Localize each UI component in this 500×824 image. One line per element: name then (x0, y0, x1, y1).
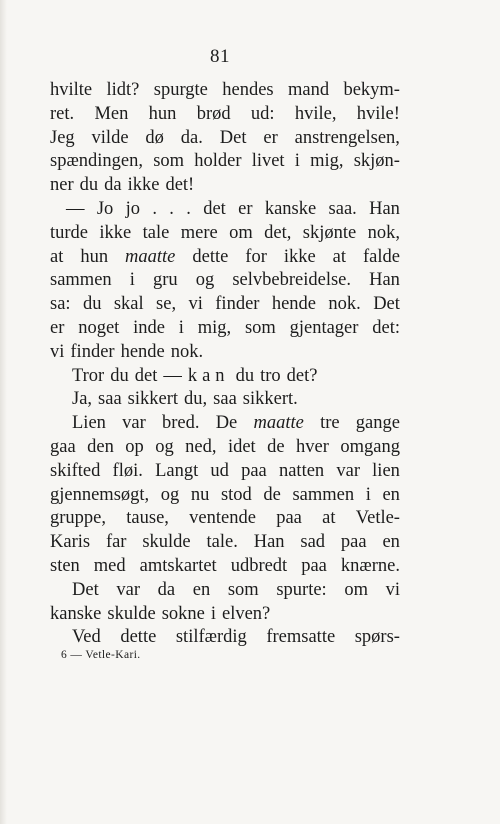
word: det: (372, 317, 400, 338)
word: turde (50, 222, 89, 243)
word: bred. (161, 413, 200, 434)
word: maatte (253, 413, 304, 434)
word: Det (219, 127, 247, 148)
word: finder (70, 341, 115, 362)
word: saa (98, 389, 122, 410)
word: paa (276, 508, 302, 529)
word: stod (220, 484, 252, 505)
word: nok, (367, 222, 400, 243)
word: skal (113, 294, 144, 315)
text-line (50, 174, 400, 198)
word: og (160, 484, 180, 505)
word: at (322, 508, 336, 529)
word: kanske (264, 198, 317, 219)
word: lidt? (106, 80, 140, 100)
word: Jo (96, 198, 114, 219)
word: kanske (50, 603, 102, 624)
word: sikkert. (242, 389, 298, 410)
word: spørs- (354, 627, 400, 648)
word: tause, (126, 508, 169, 529)
word: tre (320, 413, 340, 434)
word: at (50, 246, 64, 267)
word: da (104, 175, 122, 196)
word: i (294, 151, 300, 172)
word: noget (78, 317, 120, 338)
text-line (50, 555, 400, 579)
word: fløi. (112, 460, 143, 481)
word: gruppe, (50, 508, 106, 529)
word: falde (363, 246, 400, 267)
word: dette (120, 627, 157, 648)
word: holder (194, 151, 242, 172)
word: Han (369, 198, 400, 219)
word: nok. (328, 294, 361, 315)
word: og (195, 270, 215, 291)
word: det (134, 365, 158, 386)
word: skifted (50, 460, 101, 481)
word: Tror (72, 365, 105, 386)
word: skjøn- (353, 151, 400, 172)
body-text (50, 79, 400, 650)
word: og (155, 436, 174, 457)
word: hun (148, 103, 177, 124)
word: at (332, 246, 347, 267)
text-line (50, 246, 400, 270)
word: var (336, 460, 360, 481)
word: brød (196, 103, 231, 124)
word: da (157, 579, 176, 600)
word: jo (125, 198, 140, 219)
word: Men (94, 103, 129, 124)
word: er (238, 198, 253, 219)
word: sad (300, 532, 326, 553)
word: — (66, 198, 85, 219)
word: mand (287, 80, 330, 100)
word: . (152, 198, 157, 219)
word: det (203, 198, 226, 219)
word: — (163, 365, 182, 386)
word: en (192, 579, 211, 600)
word: livet (251, 151, 285, 172)
text-line (50, 127, 400, 151)
word: i (178, 317, 184, 338)
printer-signature: 6 — Vetle-Kari. (61, 649, 141, 661)
text-line (50, 150, 400, 174)
text-line (50, 412, 400, 436)
word: Langt (155, 460, 199, 481)
word: du (82, 294, 102, 315)
text-line (50, 198, 400, 222)
word: idet (227, 436, 256, 457)
word: skjønte (302, 222, 357, 243)
word: saa (213, 389, 237, 410)
word: De (215, 413, 238, 434)
page-edge-shadow (0, 0, 7, 824)
word: sa: (50, 294, 71, 315)
word: ned, (185, 436, 217, 457)
word: vi (188, 294, 203, 315)
word: amtskartet (139, 555, 217, 576)
word: ner (50, 175, 74, 196)
word: hende (120, 341, 165, 362)
word: sammen (50, 270, 112, 291)
word: var (116, 579, 140, 600)
text-line (50, 507, 400, 531)
word: den (87, 436, 114, 457)
word: omgang (340, 436, 400, 457)
word: tro (260, 365, 281, 386)
word: en (382, 484, 400, 505)
text-line (50, 365, 400, 389)
word: vilde (91, 127, 129, 148)
word: du (79, 175, 99, 196)
word: en (382, 532, 400, 553)
text-line (50, 103, 400, 127)
word: det! (165, 175, 195, 196)
word: dette (192, 246, 229, 267)
word: det? (286, 365, 318, 386)
word: Lien (72, 413, 106, 434)
text-line (50, 388, 400, 412)
word: spurgte (153, 80, 208, 100)
word: hvilte (50, 80, 93, 100)
word: nu (190, 484, 210, 505)
word: gjennemsøgt, (50, 484, 150, 505)
text-line (50, 460, 400, 484)
word: Han (253, 532, 285, 553)
word: i (129, 270, 135, 291)
text-line (50, 79, 400, 103)
word: kan (187, 365, 230, 386)
text-line (50, 341, 400, 365)
word: dø (145, 127, 164, 148)
text-line (50, 579, 400, 603)
word: skulde (107, 603, 156, 624)
word: selvbebreidelse. (232, 270, 352, 291)
word: de (267, 436, 285, 457)
word: for (245, 246, 267, 267)
word: hendes (222, 80, 274, 100)
word: hvile, (294, 103, 337, 124)
word: du (110, 365, 129, 386)
word: sten (50, 555, 80, 576)
word: som (244, 317, 276, 338)
word: paa (301, 555, 327, 576)
word: spændingen, (50, 151, 144, 172)
word: Han (369, 270, 400, 291)
word: fremsatte (266, 627, 336, 648)
word: Karis (50, 532, 91, 553)
word: hende (271, 294, 317, 315)
word: gange (355, 413, 400, 434)
word: er (50, 317, 65, 338)
word: tale. (206, 532, 238, 553)
word: hvile! (356, 103, 400, 124)
word: knærne. (340, 555, 400, 576)
word: da. (180, 127, 203, 148)
word: de (263, 484, 281, 505)
word: som (153, 151, 185, 172)
word: hun (80, 246, 109, 267)
text-line (50, 603, 400, 627)
word: stilfærdig (175, 627, 247, 648)
word: det, (264, 222, 292, 243)
word: nok. (170, 341, 204, 362)
word: saa. (328, 198, 357, 219)
text-line (50, 293, 400, 317)
word: Vetle- (355, 508, 400, 529)
word: var (122, 413, 146, 434)
word: natten (278, 460, 325, 481)
word: ikke (127, 175, 160, 196)
word: lien (372, 460, 400, 481)
word: mig, (310, 151, 344, 172)
word: . (169, 198, 174, 219)
word: sikkert (127, 389, 179, 410)
word: udbredt (230, 555, 288, 576)
word: ventende (189, 508, 256, 529)
word: i (210, 603, 216, 624)
word: ikke (99, 222, 132, 243)
word: ud: (250, 103, 275, 124)
word: bekym- (343, 80, 400, 100)
word: spurte: (276, 579, 327, 600)
word: med (93, 555, 126, 576)
word: som (227, 579, 259, 600)
word: Ja, (72, 389, 93, 410)
word: gjentager (289, 317, 359, 338)
word: op (125, 436, 144, 457)
word: far (105, 532, 127, 553)
text-line (50, 531, 400, 555)
word: du, (184, 389, 208, 410)
word: paa (241, 460, 267, 481)
word: i (365, 484, 371, 505)
word: Jeg (50, 127, 75, 148)
word: vi (50, 341, 65, 362)
text-line (50, 317, 400, 341)
text-line (50, 484, 400, 508)
text-line (50, 436, 400, 460)
word: se, (156, 294, 177, 315)
word: er (263, 127, 278, 148)
word: hver (296, 436, 329, 457)
word: elven? (222, 603, 271, 624)
word: sokne (161, 603, 205, 624)
word: inde (133, 317, 165, 338)
word: Ved (72, 627, 101, 648)
word: gru (152, 270, 178, 291)
word: ud (210, 460, 229, 481)
word: du (235, 365, 255, 386)
word: ret. (50, 103, 75, 124)
word: . (186, 198, 191, 219)
word: anstrengelsen, (294, 127, 400, 148)
word: paa (340, 532, 367, 553)
word: sammen (292, 484, 355, 505)
word: om (229, 222, 253, 243)
word: finder (215, 294, 260, 315)
text-line (50, 222, 400, 246)
word: ikke (283, 246, 316, 267)
page-number: 81 (210, 46, 230, 67)
word: mig, (197, 317, 232, 338)
word: mere (180, 222, 218, 243)
word: Det (373, 294, 400, 315)
word: vi (385, 579, 400, 600)
word: maatte (125, 246, 176, 267)
word: om (344, 579, 368, 600)
word: tale (142, 222, 170, 243)
text-line (50, 269, 400, 293)
word: Det (72, 579, 99, 600)
word: gaa (50, 436, 76, 457)
text-line (50, 626, 400, 650)
word: skulde (142, 532, 191, 553)
